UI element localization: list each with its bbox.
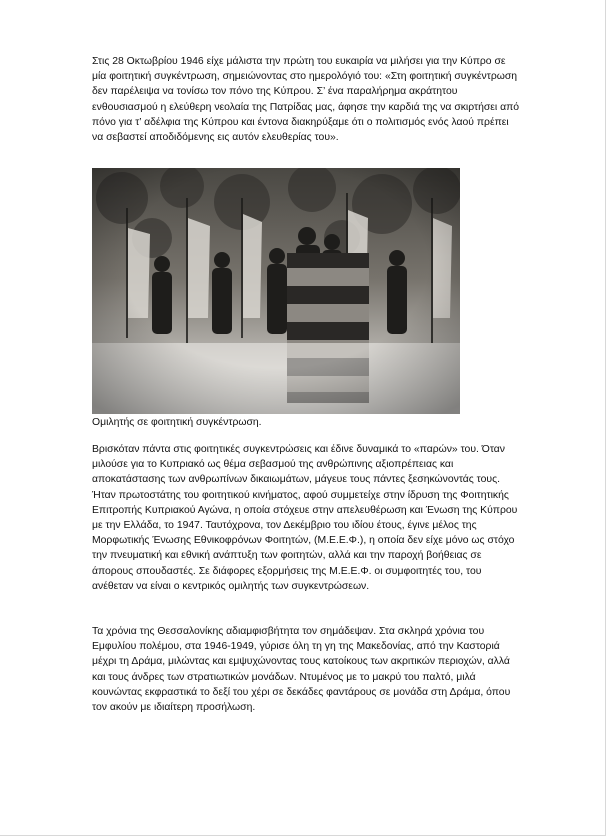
photo-caption: Ομιλητής σε φοιτητική συγκέντρωση. bbox=[92, 417, 262, 428]
paragraph-2: Βρισκόταν πάντα στις φοιτητικές συγκεντρώσεις και έδινε δυναμικά το «παρών» του. Όταν μιλούσε για το Κυπριακό ως θέμα σεβασμού της ανθρώπινης αξιοπρέπειας και αποκατάστασης των ανθρωπίνων δικαιωμάτων, μάγευε τους πάντες ξεσηκώνοντάς τους. Ήταν πρωτοστάτης του φοιτητικού κινήματος, αφού συμμετείχε στην ίδρυση της Φοιτητικής Επιτροπής Κυπριακού Αγώνα, η οποία στόχευε στην απελευθέρωση και Ένωση της Κύπρου με την Ελλάδα, το 1947. Ταυτόχρονα, τον Δεκέμβριο του ιδίου έτους, έγινε μέλος της Μορφωτικής Ένωσης Εθνικοφρόνων Φοιτητών, (Μ.Ε.Ε.Φ.), η οποία δεν είχε μόνο ως στόχο την πνευματική και εθνική ανάπτυξη των φοιτητών, αλλά και την παροχή βοήθειας σε άπορους σπουδαστές. Σε διάφορες εξορμήσεις της Μ.Ε.Ε.Φ. οι συμφοιτητές του, του ανέθεταν να είναι ο κεντρικός ομιλητής των συγκεντρώσεων. bbox=[92, 444, 518, 592]
paragraph-3: Τα χρόνια της Θεσσαλονίκης αδιαμφισβήτητα τον σημάδεψαν. Στα σκληρά χρόνια του Εμφυλίου πολέμου, στα 1946-1949, γύρισε όλη τη γη της Μακεδονίας, από την Καστοριά μέχρι τη Δράμα, μιλώντας και εμψυχώνοντας τους κατοίκους των ακριτικών περιοχών, αλλά και τους άνδρες των στρατιωτικών μονάδων. Ντυμένος με το μακρύ του παλτό, μιλά κουνώντας εκφραστικά το δεξί του χέρι σε δεκάδες φαντάρους σε μονάδα στη Δράμα, όπου τον ακούν με ιδιαίτερη προσήλωση. bbox=[92, 626, 511, 714]
photo-student-rally bbox=[92, 168, 460, 414]
paragraph-1: Στις 28 Οκτωβρίου 1946 είχε μάλιστα την πρώτη του ευκαιρία να μιλήσει για την Κύπρο σε μία φοιτητική συγκέντρωση, σημειώνοντας στο ημερολόγιό του: «Στη φοιτητική συγκέντρωση δεν παρέλειψα να τονίσω τον πόνο της Κύπρου. Σ’ ένα παραλήρημα ακράτητου ενθουσιασμού η ελεύθερη νεολαία της Πατρίδας μας, άφησε την καρδιά της να σκιρτήσει από πόνο για τ’ αδέλφια της Κύπρου και έντονα διακηρύξαμε ότι ο πολιτισμός ενός λαού πρέπει να σεβαστεί αποδιδόμενης εις αυτόν ελευθερίας του». bbox=[92, 56, 520, 144]
